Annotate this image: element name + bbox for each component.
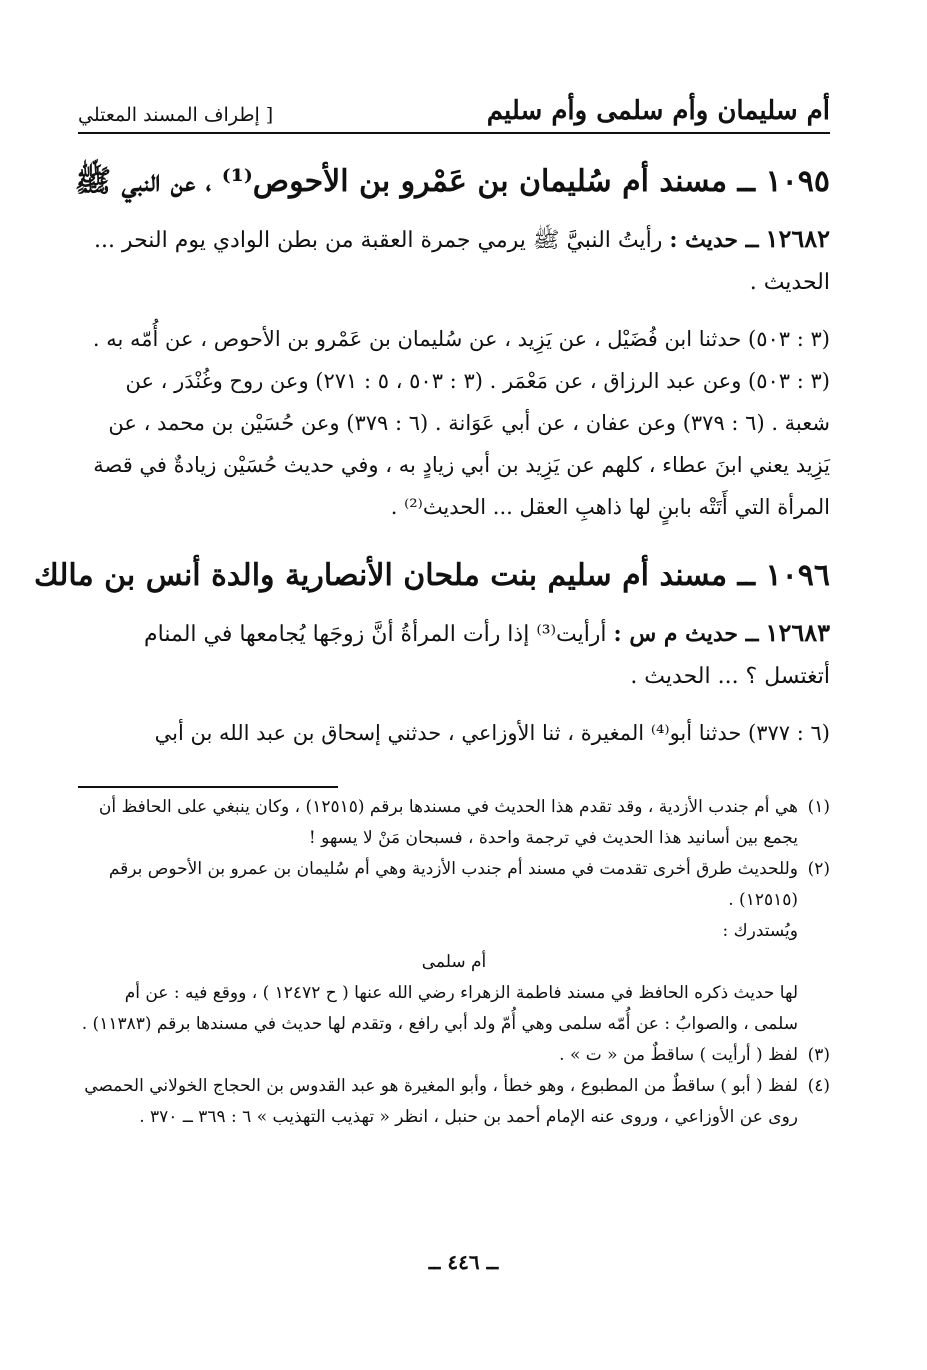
footnote-text: لفظ ( أرأيت ) ساقطٌ من « ت » . bbox=[559, 1045, 798, 1065]
hadith-number: ١٢٦٨٣ bbox=[765, 618, 830, 647]
page-number: ــ ٤٤٦ ــ bbox=[428, 1250, 499, 1274]
page-body bbox=[34, 90, 830, 754]
footnotes bbox=[78, 792, 830, 1133]
footnote-addendum-label: ويُستدرك : bbox=[722, 921, 798, 941]
footnote-separator bbox=[78, 786, 338, 788]
hadith-text: رأيتُ النبيَّ ﷺ يرمي جمرة العقبة من بطن الوادي يوم النحر ... الحديث . bbox=[93, 228, 830, 295]
section-heading-1096: ١٠٩٦ ــ مسند أم سليم بنت ملحان الأنصارية والدة أنس بن مالك bbox=[34, 558, 830, 593]
footnote-number: (٣) bbox=[807, 1045, 830, 1065]
isnad-12682: (٣ : ٥٠٣) حدثنا ابن فُضَيْل ، عن يَزِيد ، عن سُليمان بن عَمْرو بن الأحوص ، عن أُمّه به . (٣ : ٥٠٣) وعن عبد الرزاق ، عن مَعْمَر . (٣ : ٥٠٣ ، ٥ : ٢٧١) وعن روح وغُنْدَر ، عن شعبة . (٦ : ٣٧٩) وعن عفان ، عن أبي عَوَانة . (٦ : ٣٧٩) وعن حُسَيْن بن محمد ، عن يَزِيد يعني ابنَ عطاء ، كلهم عن يَزِيد بن أبي زيادٍ به ، وفي حديث حُسَيْن زيادةٌ في قصة المرأة التي أَتَتْه بابنٍ لها ذاهبِ العقل ... الحديث⁽²⁾ . bbox=[92, 327, 830, 519]
footnote-number: (١) bbox=[807, 797, 830, 817]
hadith-12683 bbox=[78, 612, 830, 698]
footnote-4 bbox=[78, 1071, 830, 1133]
footnote-addendum-title: أم سلمى bbox=[421, 952, 487, 972]
footnote-2 bbox=[78, 854, 830, 916]
running-header bbox=[78, 90, 830, 134]
hadith-number: ١٢٦٨٢ bbox=[765, 224, 830, 253]
footnote-1 bbox=[78, 792, 830, 854]
isnad-12683: (٦ : ٣٧٧) حدثنا أبو⁽⁴⁾ المغيرة ، ثنا الأوزاعي ، حدثني إسحاق بن عبد الله بن أبي bbox=[154, 721, 830, 745]
footnote-addendum-text: لها حديث ذكره الحافظ في مسند فاطمة الزهراء رضي الله عنها ( ح ١٢٤٧٢ ) ، ووقع فيه : عن أم سلمى ، والصوابُ : عن أُمّه سلمى وهي أُمّ ولد أبي رافع ، وتقدم لها حديث في مسندها برقم (١١٣٨٣) . bbox=[81, 983, 798, 1034]
footnote-3 bbox=[78, 1040, 830, 1071]
hadith-text: أرأيت⁽³⁾ إذا رأت المرأةُ أنَّ زوجَها يُجامعها في المنام أتغتسل ؟ ... الحديث . bbox=[144, 622, 830, 689]
footnote-number: (٤) bbox=[807, 1076, 830, 1096]
hadith-12682 bbox=[78, 218, 830, 304]
footnote-text: هي أم جندب الأزدية ، وقد تقدم هذا الحديث في مسندها برقم (١٢٥١٥) ، وكان ينبغي على الحافظ أن يجمع بين أسانيد هذا الحديث في ترجمة واحدة ، فسبحان مَنْ لا يسهو ! bbox=[98, 797, 798, 848]
footnote-text: لفظ ( أبو ) ساقطٌ من المطبوع ، وهو خطأ ، وأبو المغيرة هو عبد القدوس بن الحجاج الخولاني الحمصي روى عن الأوزاعي ، وروى عنه الإمام أحمد بن حنبل ، انظر « تهذيب التهذيب » ٦ : ٣٦٩ ــ ٣٧٠ . bbox=[84, 1076, 798, 1127]
hadith-label: ــ حديث م س : bbox=[613, 621, 759, 647]
footnote-text: وللحديث طرق أخرى تقدمت في مسند أم جندب الأزدية وهي أم سُليمان بن عمرو بن الأحوص برقم (١٢٥١٥) . bbox=[108, 859, 798, 910]
footnote-number: (٢) bbox=[807, 859, 830, 879]
section-heading-1095: ١٠٩٥ ــ مسند أم سُليمان بن عَمْرو بن الأحوص⁽¹⁾ ، عن النبي ﷺ bbox=[74, 164, 830, 199]
hadith-label: ــ حديث : bbox=[669, 227, 759, 253]
header-title: أم سليمان وأم سلمى وأم سليم bbox=[486, 96, 830, 126]
header-book-title: [ إطراف المسند المعتلي bbox=[78, 104, 274, 126]
